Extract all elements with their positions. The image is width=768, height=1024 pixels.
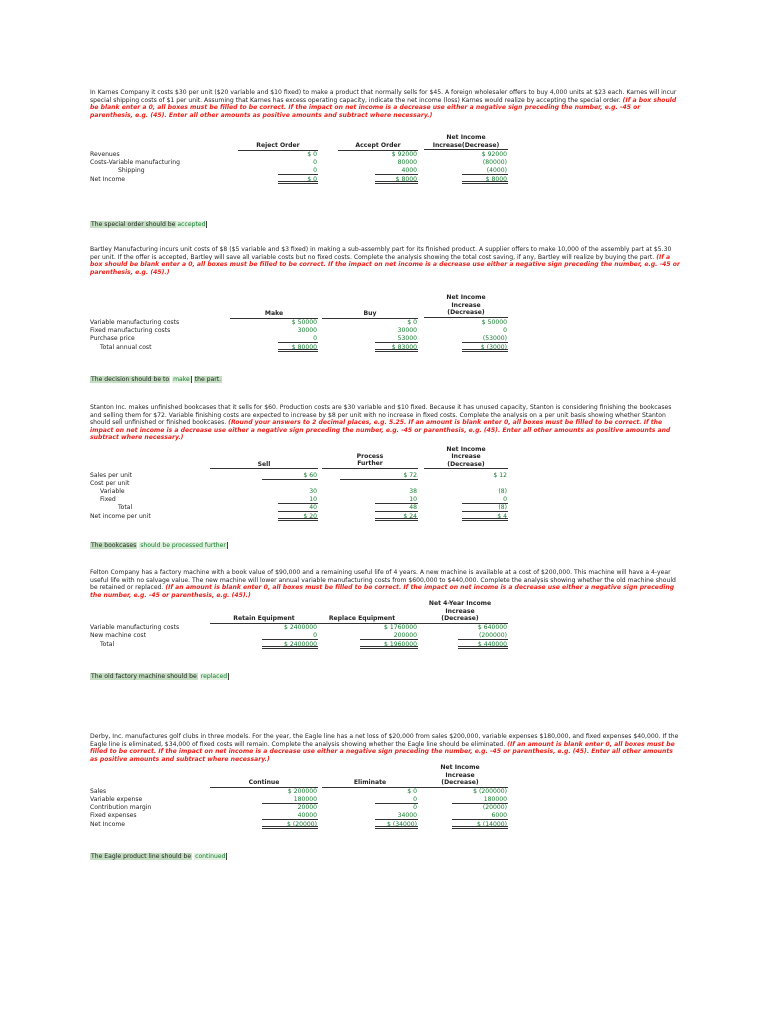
row-label: Contribution margin (90, 804, 152, 812)
value-input[interactable]: 180000 (262, 796, 318, 804)
column-header: Reject Order (238, 142, 318, 150)
table-row (90, 327, 680, 335)
table-row (90, 804, 680, 812)
value-input[interactable]: 34000 (375, 812, 418, 820)
table-row (90, 480, 680, 488)
problem-5 (90, 733, 680, 860)
value-input[interactable]: $ 20 (278, 513, 318, 521)
table-row (90, 504, 680, 512)
value-input[interactable]: $ 2400000 (284, 624, 317, 632)
column-header: Net 4-Year Income Increase (Decrease) (412, 600, 508, 623)
value-input[interactable]: 10 (278, 496, 318, 504)
column-header: Sell (210, 461, 318, 469)
value-input[interactable]: $ 4 (462, 513, 508, 521)
column-header: Continue (210, 779, 318, 787)
value-input[interactable]: 4000 (375, 167, 418, 175)
column-header: Net Income Increase (Decrease) (412, 764, 508, 787)
table-row (90, 167, 680, 175)
conclusion (90, 221, 207, 229)
column-header: Make (230, 310, 318, 318)
value-input[interactable]: 0 (375, 796, 418, 804)
conclusion-dropdown[interactable]: should be processed further (140, 542, 226, 549)
value-input[interactable]: $ 0 (407, 788, 417, 796)
row-label: Total (118, 503, 133, 511)
value-input[interactable]: $ 8000 (375, 176, 418, 184)
table-row (90, 796, 680, 804)
column-header: Buy (322, 310, 418, 318)
conclusion-dropdown[interactable]: continued (195, 853, 226, 860)
value-input[interactable]: 48 (375, 504, 418, 512)
value-input[interactable]: 40000 (262, 812, 318, 820)
table-row (90, 812, 680, 820)
value-input[interactable]: $ 0 (307, 151, 317, 159)
value-input[interactable]: 30000 (397, 327, 417, 335)
value-input[interactable]: $ 1960000 (360, 641, 418, 649)
value-input[interactable]: $ 83000 (375, 344, 418, 352)
analysis-table (90, 294, 680, 354)
conclusion-text: The Eagle product line should be (91, 853, 192, 860)
value-input[interactable]: (200000) (458, 632, 508, 640)
value-input[interactable]: 30000 (297, 327, 317, 335)
table-row (90, 335, 680, 343)
conclusion-text: The old factory machine should be (91, 673, 197, 680)
instruction-text: (Round your answers to 2 decimal places, e.g. 5.25. If an amount is blank enter 0, all boxes must be filled to be correct. If the impact on net income is a decrease use either a negative sign preceding the number, e.g. -45 or parenthesis, e.g. (45). Enter all other amounts as positive amounts and subtract where necessary.) (90, 419, 671, 442)
analysis-table (90, 763, 680, 835)
row-label: Sales (90, 788, 107, 796)
row-label: Net Income (90, 821, 126, 829)
analysis-table (90, 134, 680, 188)
value-input[interactable]: (8) (498, 487, 507, 495)
value-input[interactable]: $ 92000 (481, 151, 507, 159)
row-label: Variable manufacturing costs (90, 319, 180, 327)
value-input[interactable]: $ 1760000 (384, 624, 417, 632)
column-header: Net Income Increase(Decrease) (424, 134, 508, 150)
row-label: Revenues (90, 151, 120, 159)
problem-1 (90, 89, 680, 228)
row-label: Fixed (100, 495, 116, 503)
column-header: Eliminate (322, 779, 418, 787)
row-label: Variable (100, 487, 125, 495)
instruction-text: (If an amount is blank enter 0, all boxes must be filled to be correct. If the impact on net income is a decrease use either a negative sign preceding the number, e.g. -45 or parenthesis, e.g. (45). Enter all other amounts as positive amounts and subtract where necessary.) (90, 740, 675, 763)
problem-intro: In Karnes Company it costs $30 per unit ($20 variable and $10 fixed) to make a product that normally sells for $45. A foreign wholesaler offers to buy 4,000 units at $23 each. Karnes will incur special shipping costs of $1 per unit. Assuming that Karnes has excess operating capacity, indicate the net income (loss) Karnes would realize by accepting the special order. (If a box should be blank enter a 0, all boxes must be filled to be correct. If the impact on net income is a decrease use either a negative sign preceding the number, e.g. -45 or parenthesis, e.g. (45). Enter all other amounts as positive amounts and subtract where necessary.) (90, 89, 677, 119)
value-input[interactable]: $ 12 (493, 471, 507, 479)
conclusion-text: The decision should be to (91, 376, 170, 383)
row-label: Purchase price (90, 335, 135, 343)
value-input[interactable]: $ 72 (340, 472, 418, 480)
value-input[interactable]: 180000 (452, 796, 508, 804)
value-input[interactable]: 80000 (397, 159, 417, 167)
table-row (90, 788, 680, 796)
table-row (90, 159, 680, 167)
value-input[interactable]: (53000) (462, 335, 508, 343)
row-label: Costs-Variable manufacturing (90, 159, 180, 167)
problem-intro: Felton Company has a factory machine with a book value of $90,000 and a remaining useful life of 4 years. A new machine is available at a cost of $200,000. This machine will have a 4-year useful life with no salvage value. The new machine will lower annual variable manufacturing costs from $600,000 to $440,000. Complete the analysis showing whether the old machine should be retained or replaced. (If an amount is blank enter 0, all boxes must be filled to be correct. If the impact on net income is a decrease use either a negative sign preceding the number, e.g. -45 or parenthesis, e.g. (45).) (90, 569, 676, 599)
row-label: Total (100, 641, 115, 649)
problem-intro: Stanton Inc. makes unfinished bookcases that it sells for $60. Production costs are $30 variable and $10 fixed. Because it has unused capacity, Stanton is considering finishing the bookcases and selling them for $72. Variable finishing costs are expected to increase by $8 per unit with no increase in fixed costs. Complete the analysis on a per unit basis showing whether Stanton should sell unfinished or finished bookcases. (Round your answers to 2 decimal places, e.g. 5.25. If an amount is blank enter 0, all boxes must be filled to be correct. If the impact on net income is a decrease use either a negative sign preceding the number, e.g. -45 or parenthesis, e.g. (45). Enter all other amounts as positive amounts and subtract where necessary.) (90, 404, 672, 442)
table-row (90, 488, 680, 496)
value-input[interactable]: 0 (278, 167, 318, 175)
value-input[interactable]: $ 50000 (481, 319, 507, 327)
value-input[interactable]: 53000 (375, 335, 418, 343)
conclusion (90, 853, 227, 861)
conclusion (90, 542, 228, 550)
value-input[interactable]: 0 (313, 159, 317, 167)
conclusion-text: The special order should be (91, 221, 176, 228)
value-input[interactable]: 0 (462, 496, 508, 504)
value-input[interactable]: 0 (503, 327, 507, 335)
instruction-text: (If a box should be blank enter a 0, all boxes must be filled to be correct. If the impact on net income is a decrease use either a negative sign preceding the number, e.g. -45 or parenthesis, e.g. (45). Enter all other amounts as positive amounts and subtract where necessary.) (90, 96, 677, 119)
analysis-table (90, 442, 680, 526)
value-input[interactable]: $ 0 (407, 319, 417, 327)
conclusion-dropdown[interactable]: replaced (200, 673, 228, 680)
value-input[interactable]: $ (3000) (462, 344, 508, 352)
value-input[interactable]: $ 200000 (287, 788, 317, 796)
value-input[interactable]: $ 24 (375, 513, 418, 521)
row-label: Total annual cost (100, 344, 152, 352)
conclusion (90, 673, 229, 681)
conclusion (90, 376, 222, 384)
analysis-table (90, 599, 680, 653)
value-input[interactable]: $ (14000) (452, 821, 508, 829)
row-label: Cost per unit (90, 479, 130, 487)
value-input[interactable]: 0 (278, 335, 318, 343)
value-input[interactable]: 20000 (297, 804, 317, 812)
column-header: Replace Equipment (306, 615, 418, 623)
value-input[interactable]: 0 (262, 632, 318, 640)
value-input[interactable]: $ 0 (278, 176, 318, 184)
conclusion-text: The bookcases (91, 542, 137, 549)
problem-intro: Bartley Manufacturing incurs unit costs of $8 ($5 variable and $3 fixed) in making a sub-assembly part for its finished product. A supplier offers to make 10,000 of the assembly part at $5.30 per unit. If the offer is accepted, Bartley will save all variable costs but no fixed costs. Complete the analysis showing the total cost saving, if any, Bartley will realize by buying the part. (If a box should be blank enter a 0, all boxes must be filled to be correct. If the impact on net income is a decrease use either a negative sign preceding the number, e.g. -45 or parenthesis, e.g. (45).) (90, 246, 680, 276)
instruction-text: (If a box should be blank enter a 0, all boxes must be filled to be correct. If the impact on net income is a decrease use either a negative sign preceding the number, e.g. -45 or parenthesis, e.g. (45).) (90, 253, 680, 276)
value-input[interactable]: (20000) (482, 804, 507, 812)
row-label: Variable expense (90, 796, 143, 804)
value-input[interactable]: $ (200000) (473, 788, 507, 796)
column-header: Accept Order (338, 142, 418, 150)
row-label: Net income per unit (90, 512, 151, 520)
row-label: Sales per unit (90, 471, 133, 479)
row-label: New machine cost (90, 632, 146, 640)
value-input[interactable]: $ 640000 (477, 624, 507, 632)
column-header: Process Further (322, 453, 418, 469)
value-input[interactable]: $ 50000 (291, 319, 317, 327)
value-input[interactable]: $ (34000) (375, 821, 418, 829)
value-input[interactable]: 40 (278, 504, 318, 512)
value-input[interactable]: 30 (309, 487, 317, 495)
conclusion-suffix: the part. (194, 376, 222, 383)
value-input[interactable]: 6000 (452, 812, 508, 820)
value-input[interactable]: $ 8000 (462, 176, 508, 184)
table-row (90, 176, 680, 184)
instruction-text: (If an amount is blank enter 0, all boxes must be filled to be correct. If the impact on net income is a decrease use either a negative sign preceding the number, e.g. -45 or parenthesis, e.g. (45).) (90, 584, 675, 599)
row-label: Fixed manufacturing costs (90, 327, 171, 335)
table-row (90, 513, 680, 521)
column-header: Net Income Increase (Decrease) (424, 446, 508, 469)
value-input[interactable]: $ 2400000 (262, 641, 318, 649)
table-row (90, 319, 680, 327)
problem-intro: Derby, Inc. manufactures golf clubs in three models. For the year, the Eagle line has a net loss of $20,000 from sales $200,000, variable expenses $180,000, and fixed expenses $40,000. If the Eagle line is eliminated, $34,000 of fixed costs will remain. Complete the analysis showing whether the Eagle line should be eliminated. (If an amount is blank enter 0, all boxes must be filled to be correct. If the impact on net income is a decrease use either a negative sign preceding the number, e.g. -45 or parenthesis, e.g. (45). Enter all other amounts as positive amounts and subtract where necessary.) (90, 733, 679, 763)
value-input[interactable]: $ 440000 (458, 641, 508, 649)
column-header: Net Income Increase (Decrease) (424, 294, 508, 317)
column-header: Retain Equipment (210, 615, 318, 623)
row-label: Shipping (118, 167, 145, 175)
row-label: Variable manufacturing costs (90, 624, 180, 632)
row-label: Fixed expenses (90, 812, 137, 820)
row-label: Net Income (90, 176, 126, 184)
table-row (90, 472, 680, 480)
table-row (90, 151, 680, 159)
value-input[interactable]: 0 (413, 804, 417, 812)
table-row (90, 821, 680, 829)
table-row (90, 641, 680, 649)
value-input[interactable]: $ 80000 (278, 344, 318, 352)
conclusion-dropdown[interactable]: accepted (177, 221, 206, 228)
problem-3 (90, 404, 680, 549)
value-input[interactable]: $ (20000) (262, 821, 318, 829)
conclusion-dropdown[interactable]: make (173, 376, 190, 383)
problem-4 (90, 569, 680, 680)
table-row (90, 624, 680, 632)
value-input[interactable]: 38 (409, 487, 417, 495)
problem-2 (90, 246, 680, 383)
value-input[interactable]: $ 92000 (391, 151, 417, 159)
value-input[interactable]: $ 60 (262, 472, 318, 480)
table-row (90, 344, 680, 352)
table-row (90, 632, 680, 640)
value-input[interactable]: 10 (375, 496, 418, 504)
value-input[interactable]: (80000) (482, 159, 507, 167)
value-input[interactable]: (8) (462, 504, 508, 512)
value-input[interactable]: (4000) (462, 167, 508, 175)
table-row (90, 496, 680, 504)
value-input[interactable]: 200000 (360, 632, 418, 640)
